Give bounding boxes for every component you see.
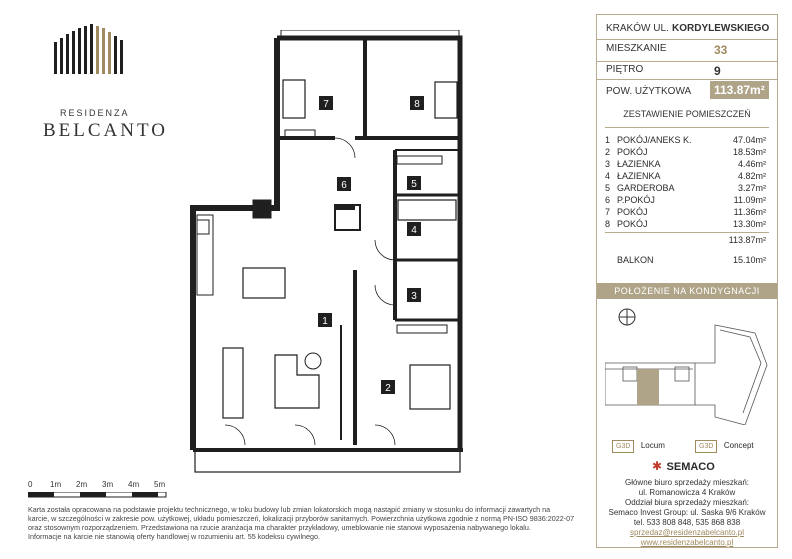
semaco-logo: [652, 457, 715, 475]
scale-bar-graphic: [28, 492, 168, 498]
sales-line4: Semaco Invest Group: ul. Saska 9/6 Kraków: [608, 508, 766, 517]
compass-icon: [619, 309, 635, 325]
balcony-label: BALKON: [617, 255, 654, 265]
room-label-8: 8: [414, 99, 420, 110]
scale-tick-2: 2m: [76, 480, 88, 489]
key-plan: [605, 305, 771, 425]
concept-logo: [695, 435, 754, 453]
sales-email-link[interactable]: sprzedaz@residenzabelcanto.pl: [630, 528, 744, 537]
semaco-label: SEMACO: [666, 461, 715, 473]
disclaimer-line1: Karta została opracowana na podstawie projektu technicznego, w toku budowy lub zmian lokatorskich mogą nastąpić zmiany w stosunku do informacji zawartych na: [28, 505, 551, 514]
scale-tick-1: 1m: [50, 480, 62, 489]
apartment-label: MIESZKANIE: [606, 43, 667, 54]
disclaimer-line4: Informacje na karcie nie stanowią oferty handlowej w rozumieniu art. 55 kodeksu cywilnego.: [28, 532, 321, 541]
list-item: 6 P.POKÓJ 11.09m²: [605, 195, 766, 205]
brand-line2: BELCANTO: [43, 120, 168, 141]
list-item: 3 ŁAZIENKA 4.46m²: [605, 159, 766, 169]
list-item: 7 POKÓJ 11.36m²: [605, 207, 766, 217]
logo-bars-icon: [54, 24, 126, 74]
total-row: [597, 235, 777, 247]
summary-title: ZESTAWIENIE POMIESZCZEŃ: [623, 109, 751, 119]
balcony-area: 15.10m²: [732, 255, 766, 265]
g3d-badge-icon: G3D: [695, 440, 717, 453]
floor-number: 9: [714, 64, 721, 78]
concept-label: Concept: [723, 441, 754, 450]
disclaimer-line2: karcie, w szczególności w zakresie pow. użytkowej, układu pomieszczeń, lokalizacji przyborów sanitarnych. Powierzchnia użytkowa zgodnie z normą PN-ISO 9836:2022-07: [28, 514, 575, 523]
list-item: 5 GARDEROBA 3.27m²: [605, 183, 766, 193]
info-panel: [596, 14, 778, 548]
list-item: 2 POKÓJ 18.53m²: [605, 147, 766, 157]
list-item: 8 POKÓJ 13.30m²: [605, 219, 766, 229]
scale-tick-0: 0: [28, 480, 33, 489]
balcony-row: [597, 255, 777, 267]
room-label-4: 4: [411, 225, 417, 236]
location-title: POŁOŻENIE NA KONDYGNACJI: [597, 283, 777, 299]
website-link[interactable]: www.residenzabelcanto.pl: [640, 538, 734, 547]
room-label-2: 2: [385, 383, 391, 394]
room-label-6: 6: [341, 180, 347, 191]
sales-line1: Główne biuro sprzedaży mieszkań:: [624, 478, 750, 487]
street-name: KORDYLEWSKIEGO: [672, 23, 770, 34]
floor-plan: [185, 30, 475, 485]
room-label-1: 1: [322, 316, 328, 327]
sales-phone: tel. 533 808 848, 535 868 838: [633, 518, 741, 527]
locum-logo: [612, 435, 665, 453]
room-label-3: 3: [411, 291, 417, 302]
apartment-number: 33: [714, 43, 728, 57]
area-label: POW. UŻYTKOWA: [606, 86, 692, 97]
room-label-5: 5: [411, 179, 417, 190]
scale-tick-3: 3m: [102, 480, 114, 489]
floor-label: PIĘTRO: [606, 64, 644, 75]
g3d-badge-icon: G3D: [612, 440, 634, 453]
room-label-7: 7: [323, 99, 329, 110]
scale-tick-4: 4m: [128, 480, 140, 489]
locum-label: Locum: [640, 441, 665, 450]
brand-line1: RESIDENZA: [60, 108, 130, 118]
disclaimer: [28, 505, 576, 541]
disclaimer-line3: oraz stosownym rozporządzeniem. Przedstawiona na rzucie aranżacja ma charakter przykładowy, umeblowanie nie stanowi wyposażenia nabywanego lokalu.: [28, 523, 531, 532]
scale-tick-5: 5m: [154, 480, 166, 489]
total-area: 113.87m²: [728, 235, 766, 245]
list-item: 1 POKÓJ/ANEKS K. 47.04m²: [605, 135, 766, 145]
area-value: 113.87m²: [710, 81, 769, 99]
city-prefix: KRAKÓW UL.: [606, 23, 669, 34]
sales-line2: ul. Romanowicza 4 Kraków: [638, 488, 736, 497]
semaco-star-icon: ✱: [652, 459, 663, 473]
sales-line3: Oddział biura sprzedaży mieszkań:: [624, 498, 750, 507]
list-item: 4 ŁAZIENKA 4.82m²: [605, 171, 766, 181]
